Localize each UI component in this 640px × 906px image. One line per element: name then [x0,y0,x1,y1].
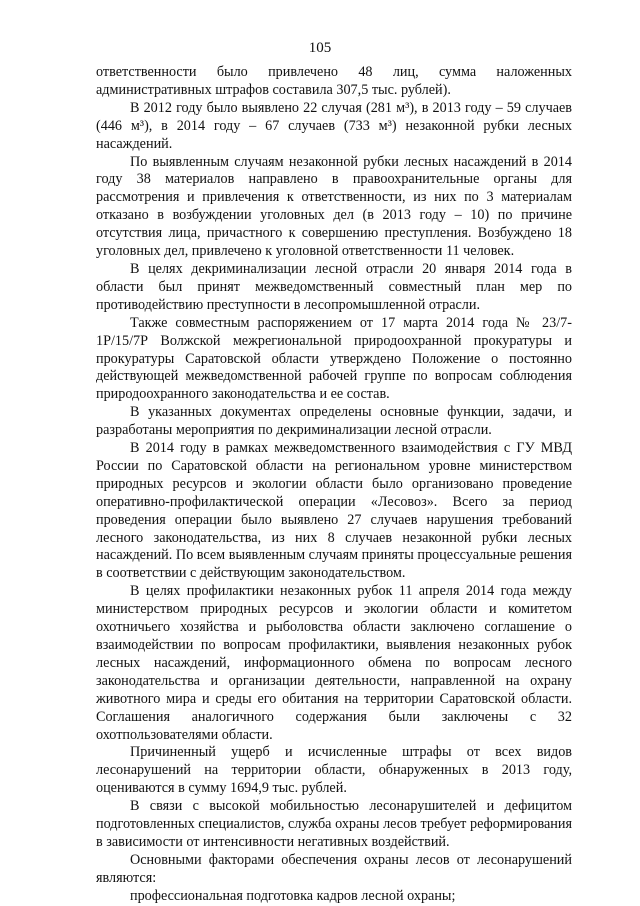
paragraph-5: Также совместным распоряжением от 17 марта 2014 года № 23/7-1Р/15/7Р Волжской межрегиональной природоохранной прокуратуры и прокуратуры Саратовской области утверждено Положение о постоянно действующей межведомственной рабочей группе по вопросам соблюдения природоохранного законодательства и ее состав. [96,314,572,403]
paragraph-12: профессиональная подготовка кадров лесной охраны; [130,887,456,904]
paragraph-9: Причиненный ущерб и исчисленные штрафы от всех видов лесонарушений на территории области, обнаруженных в 2013 году, оцениваются в сумму 1694,9 тыс. рублей. [96,744,572,797]
page-number: 105 [308,40,332,56]
paragraph-3: По выявленным случаям незаконной рубки лесных насаждений в 2014 году 38 материалов направлено в правоохранительные органы для рассмотрения и привлечения к ответственности, из них по 3 материалам отказано в возбуждении уголовных дел (в 2013 году – 10) по причине отсутствия лица, причастного к совершению преступления. Возбуждено 18 уголовных дел, привлечено к уголовной ответственности 11 человек. [96,153,572,260]
paragraph-1: ответственности было привлечено 48 лиц, сумма наложенных административных штрафов составила 307,5 тыс. рублей). [96,64,572,98]
paragraph-4: В целях декриминализации лесной отрасли 20 января 2014 года в области был принят межведомственный совместный план мер по противодействию преступности в лесопромышленной отрасли. [96,260,572,313]
paragraph-8: В целях профилактики незаконных рубок 11 апреля 2014 года между министерством природных ресурсов и экологии области и комитетом охотничьего хозяйства и рыболовства области заключено соглашение о взаимодействии по вопросам профилактики, выявления незаконных рубок лесных насаждений, информационного обмена по вопросам лесного законодательства и организации деятельности, направленной на охрану животного мира и среды его обитания на территории Саратовской области. Соглашения аналогичного содержания были заключены с 32 охотпользователями области. [96,583,572,743]
paragraph-11: Основными факторами обеспечения охраны лесов от лесонарушений являются: [96,851,572,886]
paragraph-10: В связи с высокой мобильностью лесонарушителей и дефицитом подготовленных специалистов, служба охраны лесов требует реформирования в зависимости от интенсивности негативных воздействий. [96,798,572,850]
paragraph-7: В 2014 году в рамках межведомственного взаимодействия с ГУ МВД России по Саратовской области на региональном уровне министерством природных ресурсов и экологии области было организовано проведение оперативно-профилактической операции «Лесовоз». Всего за период проведения операции было выявлено 27 случаев нарушения требований лесного законодательства, из них 8 случаев незаконной рубки лесных насаждений. По всем выявленным случаям приняты процессуальные решения в соответствии с действующим законодательством. [96,440,572,582]
paragraph-2: В 2012 году было выявлено 22 случая (281 м³), в 2013 году – 59 случаев (446 м³), в 2014 году – 67 случаев (733 м³) незаконной рубки лесных насаждений. [96,99,572,152]
paragraph-6: В указанных документах определены основные функции, задачи, и разработаны мероприятия по декриминализации лесной отрасли. [96,404,572,439]
document-body [96,64,572,906]
